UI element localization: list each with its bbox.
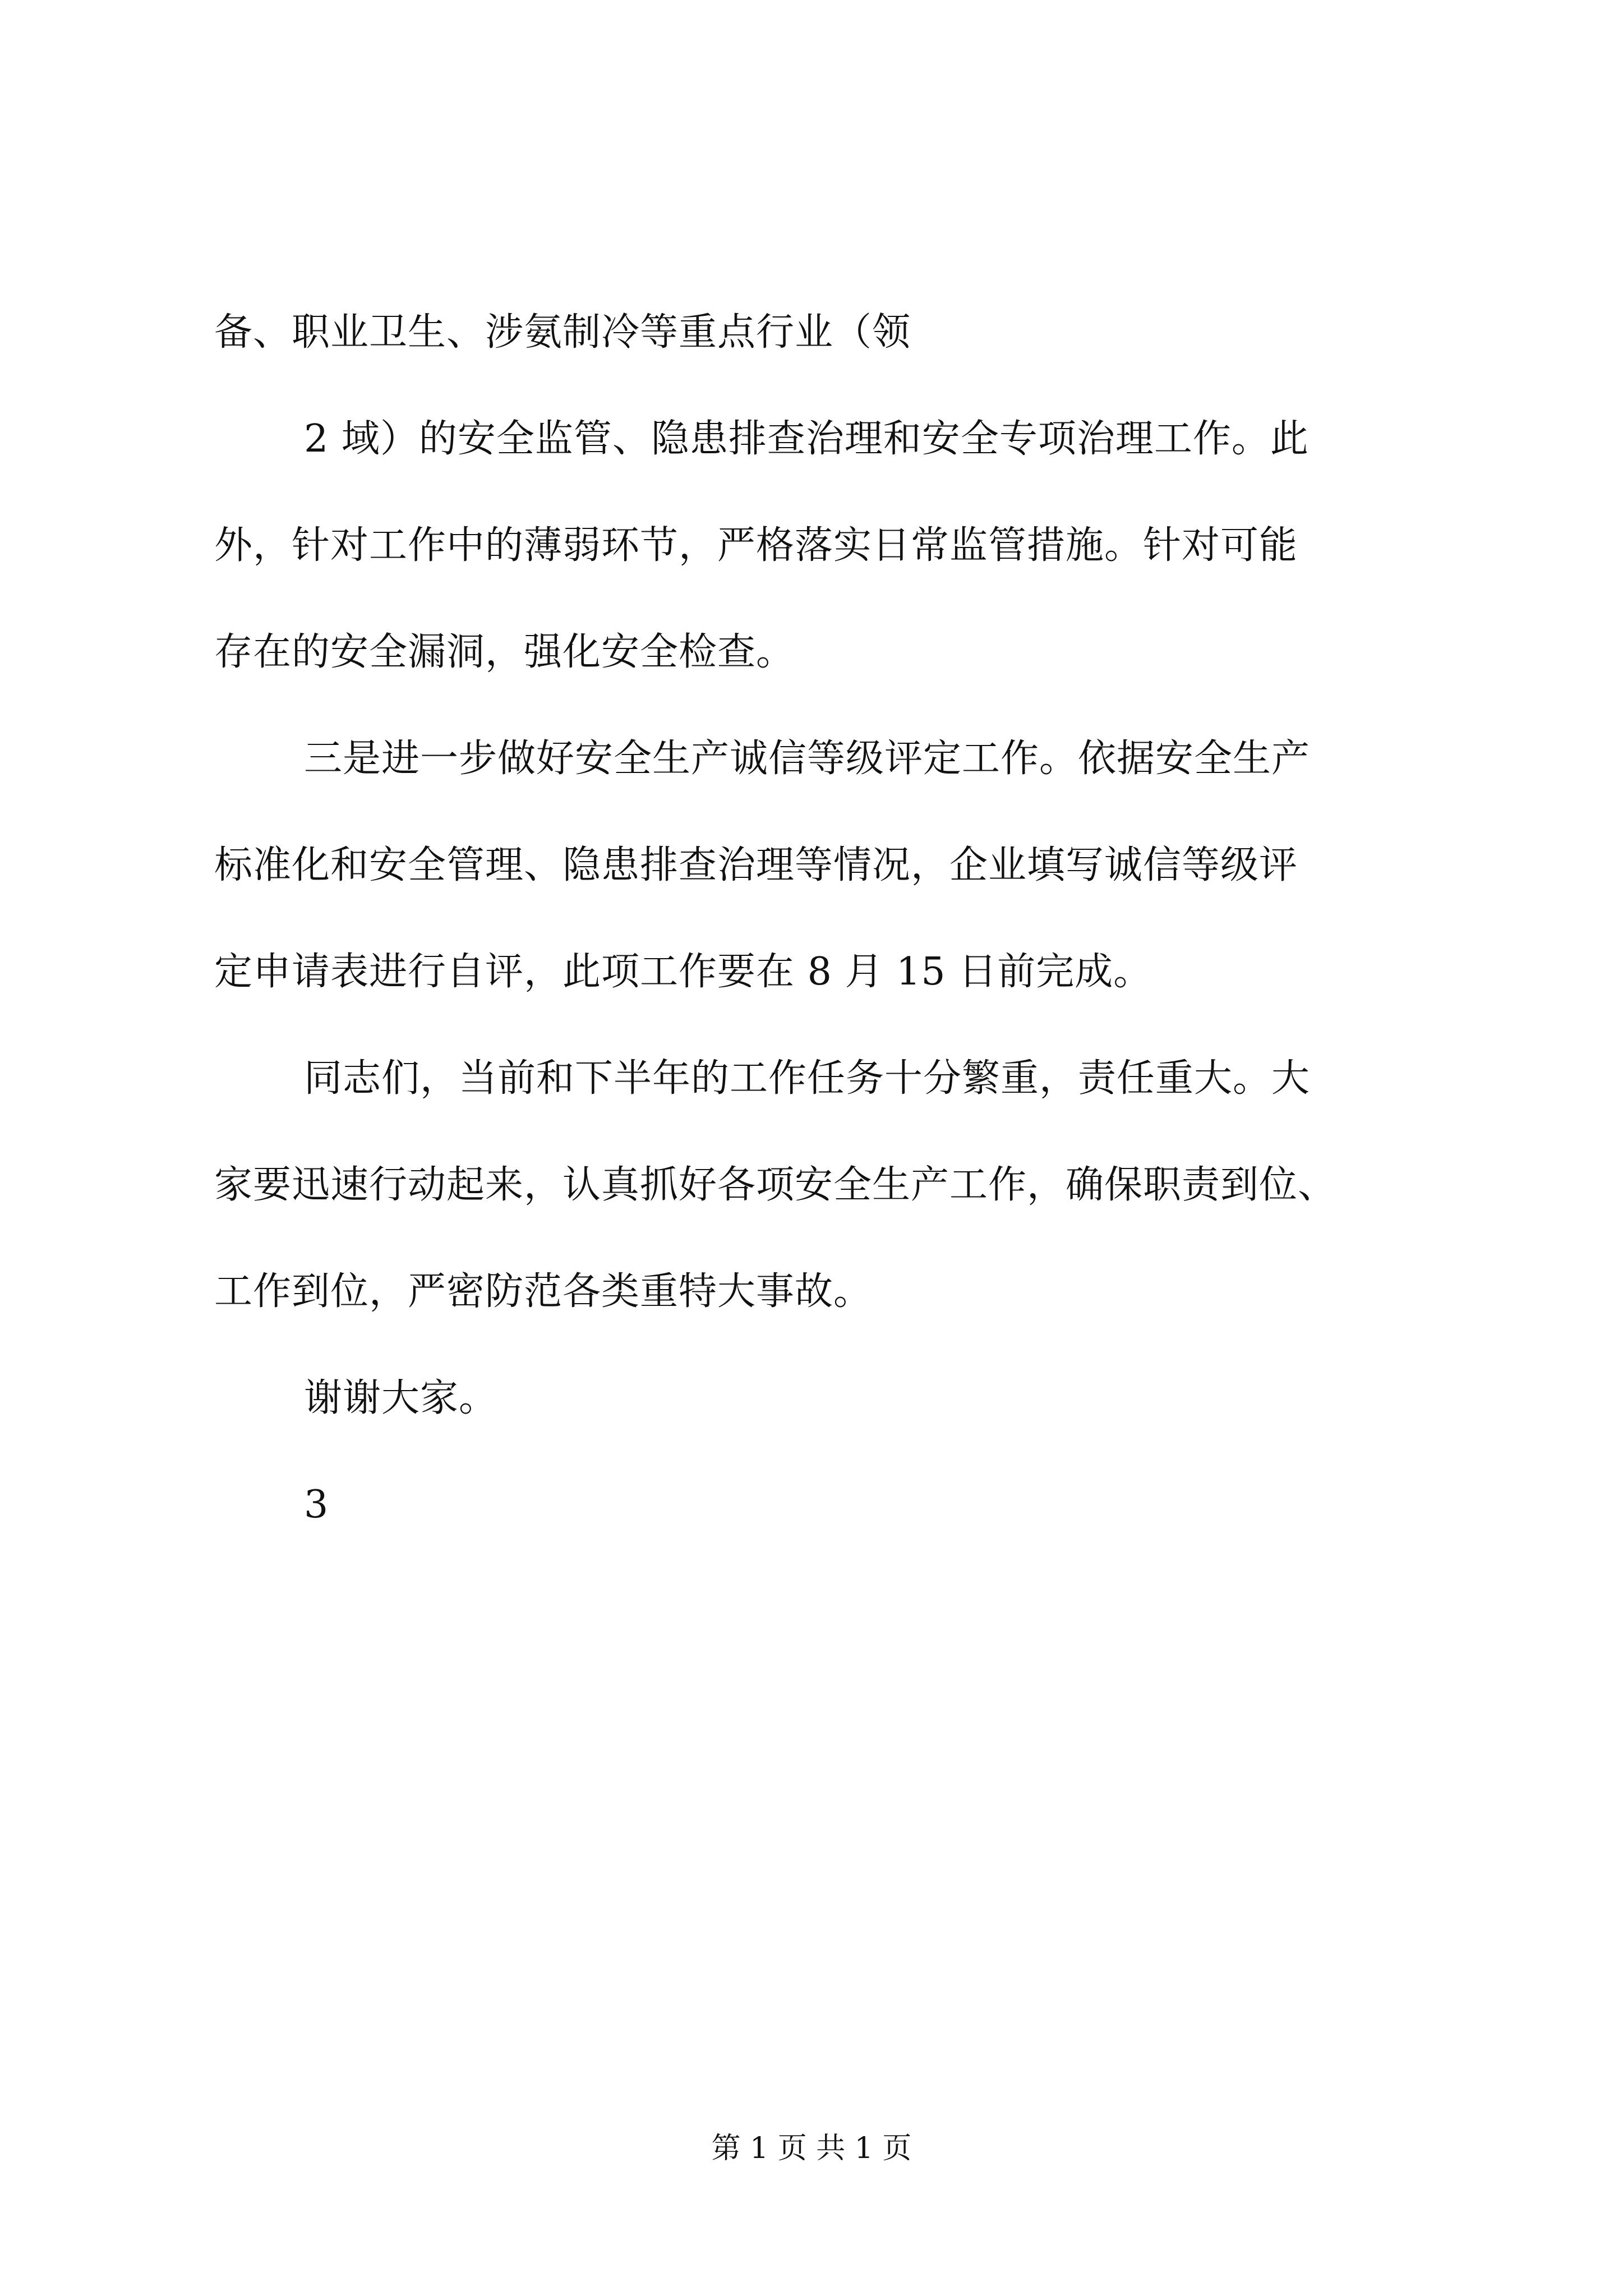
body-line: 存在的安全漏洞，强化安全检查。 (214, 630, 795, 674)
body-line: 家要迅速行动起来，认真抓好各项安全生产工作，确保职责到位、 (214, 1163, 1337, 1207)
body-line: 备、职业卫生、涉氨制冷等重点行业（领 (214, 310, 911, 355)
body-line: 谢谢大家。 (304, 1376, 498, 1420)
body-line: 2 域）的安全监管、隐患排查治理和安全专项治理工作。此 (304, 417, 1309, 461)
body-line: 三是进一步做好安全生产诚信等级评定工作。依据安全生产 (304, 737, 1311, 781)
body-line: 定申请表进行自评，此项工作要在 8 月 15 日前完成。 (214, 950, 1152, 994)
page-footer: 第 1 页 共 1 页 (711, 2132, 912, 2165)
body-line: 外，针对工作中的薄弱环节，严格落实日常监管措施。针对可能 (214, 523, 1298, 568)
page-number-inline: 3 (304, 1483, 329, 1527)
body-line: 标准化和安全管理、隐患排查治理等情况，企业填写诚信等级评 (214, 843, 1298, 887)
body-line: 工作到位，严密防范各类重特大事故。 (214, 1269, 873, 1314)
body-line: 同志们，当前和下半年的工作任务十分繁重，责任重大。大 (304, 1056, 1311, 1101)
